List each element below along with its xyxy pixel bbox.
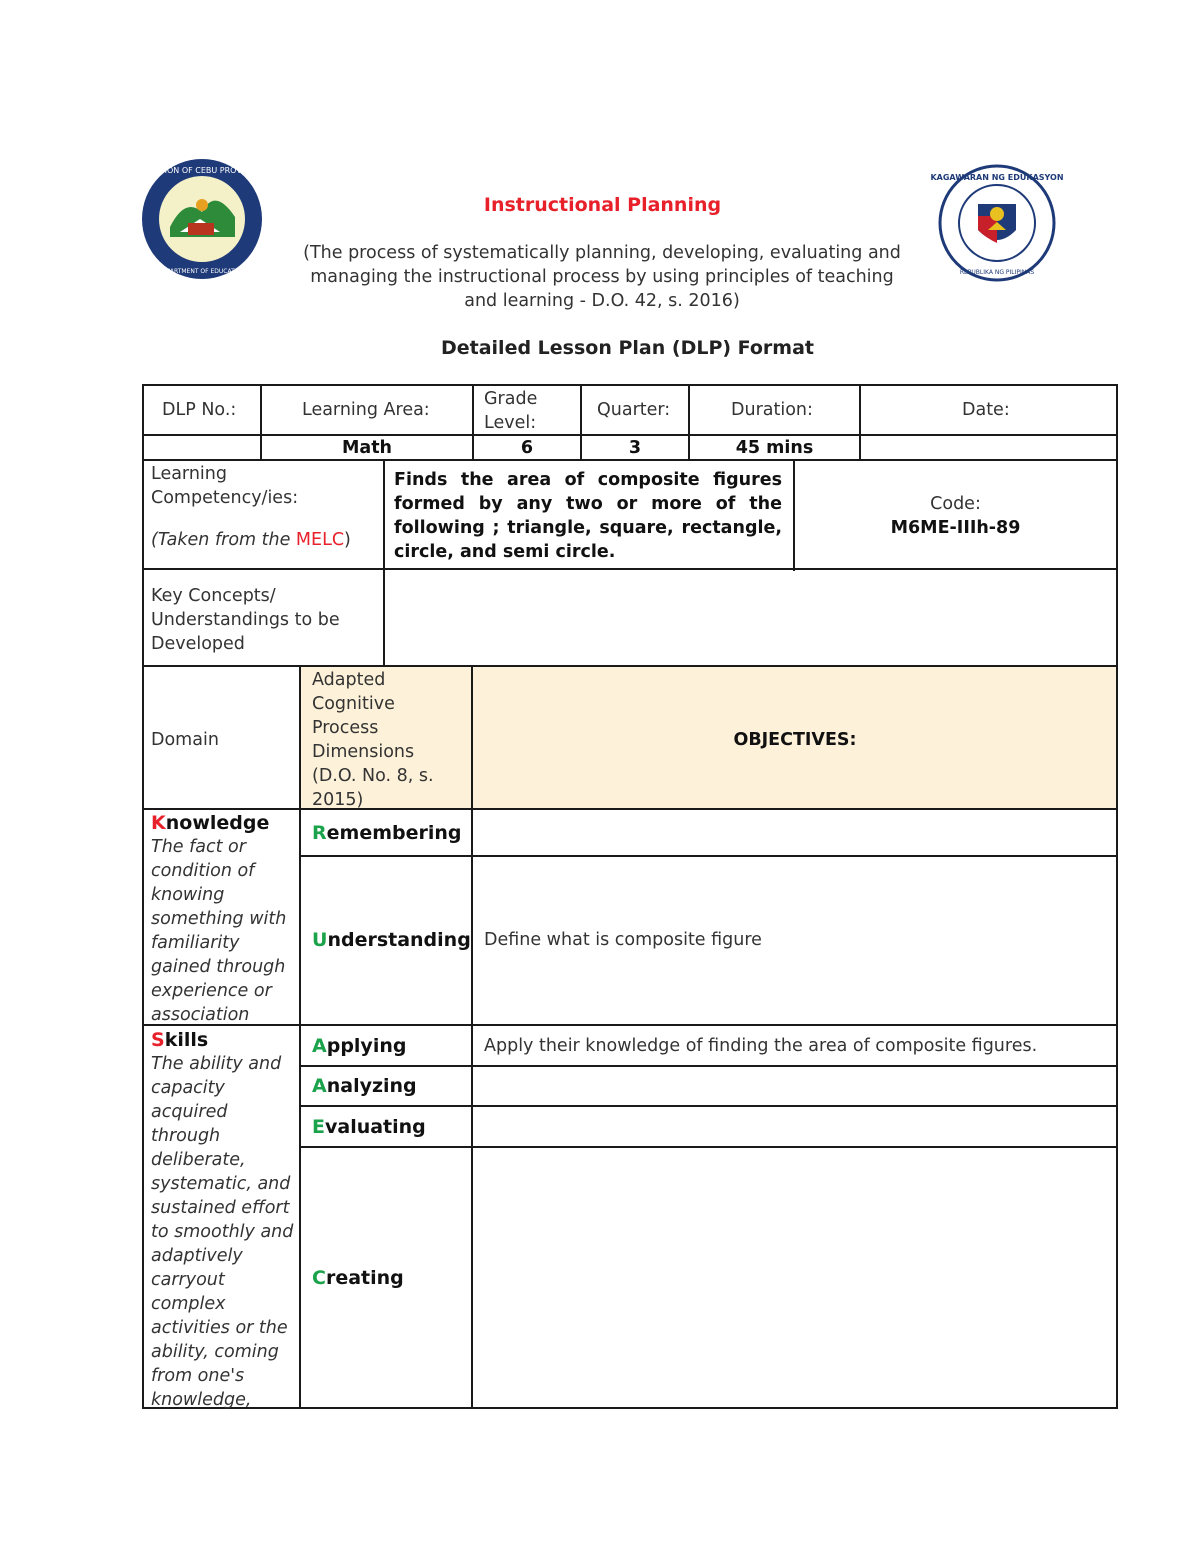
duration-label: Duration: [731,400,813,420]
dimension-analyzing: Analyzing [312,1075,417,1097]
objectives-header: OBJECTIVES: [733,730,857,750]
duration-value: 45 mins [735,438,814,458]
code-value: M6ME-IIIh-89 [890,518,1021,538]
quarter-value: 3 [628,438,642,458]
deped-seal-logo [930,164,1064,282]
objective-understanding: Define what is composite figure [484,930,762,950]
grade-level-value: 6 [520,438,534,458]
svg-text:DIVISION OF CEBU PROVINCE: DIVISION OF CEBU PROVINCE [143,166,261,175]
objective-applying: Apply their knowledge of finding the area of composite figures. [484,1036,1038,1056]
knowledge-domain-description: The fact or condition of knowing something with familiarity gained through experience or association [151,837,287,1025]
code-label: Code: [930,494,981,514]
svg-text:DEPARTMENT OF EDUCATION: DEPARTMENT OF EDUCATION [158,268,246,275]
dimension-understanding: Understanding [312,929,471,951]
page-title: Instructional Planning [483,194,722,216]
competency-source-note: (Taken from the MELC) [151,530,351,550]
dlp-no-label: DLP No.: [162,400,237,420]
svg-text:REPUBLIKA NG PILIPINAS: REPUBLIKA NG PILIPINAS [959,269,1035,276]
skills-domain-title: Skills [151,1029,209,1051]
competency-text: Finds the area of composite figures formed by any two or more of the following ; triangle, square, rectangle, circle, and semi circle. [394,470,782,562]
dimension-header: Adapted Cognitive Process Dimensions (D.O. No. 8, s. 2015) [312,670,434,810]
domain-header: Domain [151,730,219,750]
learning-area-label: Learning Area: [302,400,430,420]
format-title: Detailed Lesson Plan (DLP) Format [440,337,814,359]
dimension-remembering: Remembering [312,822,462,844]
learning-area-value: Math [341,438,393,458]
grade-level-label: Grade Level: [484,389,538,433]
svg-text:KAGAWARAN NG EDUKASYON: KAGAWARAN NG EDUKASYON [930,173,1064,182]
date-label: Date: [962,400,1010,420]
skills-domain-description: The ability and capacity acquired through deliberate, systematic, and sustained effort to smoothly and adaptively carryout complex activities or the ability, coming from one's knowledge, [151,1054,294,1410]
competency-label: Learning Competency/ies: [151,464,299,508]
dimension-evaluating: Evaluating [312,1116,426,1138]
quarter-label: Quarter: [597,400,671,420]
page-subtitle: (The process of systematically planning, developing, evaluating and managing the instructional process by using principles of teaching and learning - D.O. 42, s. 2016) [303,243,901,311]
division-seal-logo [140,157,264,281]
knowledge-domain-title: Knowledge [151,812,270,834]
dimension-creating: Creating [312,1267,404,1289]
dimension-applying: Applying [312,1035,407,1057]
key-concepts-label: Key Concepts/ Understandings to be Developed [151,586,340,654]
